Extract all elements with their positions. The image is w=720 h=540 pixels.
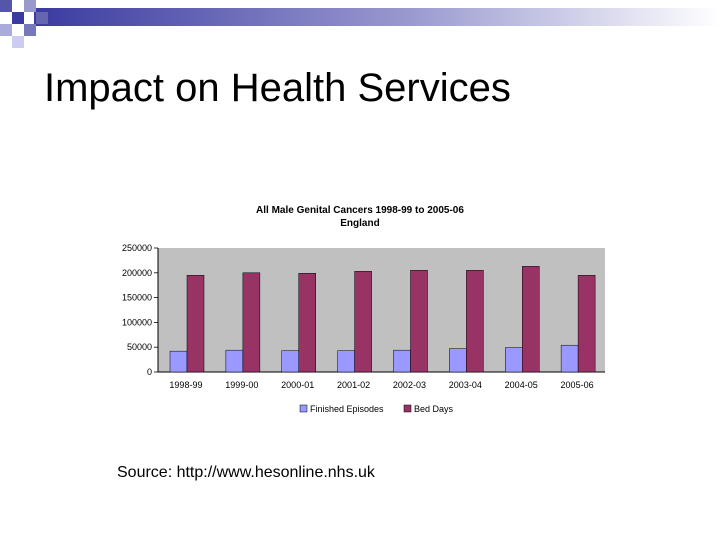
- bar-finished-episodes: [226, 350, 243, 372]
- x-tick-label: 2003-04: [448, 380, 482, 390]
- legend-swatch: [300, 405, 307, 412]
- bar-chart: [95, 190, 615, 430]
- x-tick-label: 1998-99: [169, 380, 203, 390]
- y-tick-label: 50000: [126, 342, 152, 353]
- x-tick-label: 2002-03: [392, 380, 426, 390]
- bar-finished-episodes: [170, 351, 187, 372]
- bar-bed-days: [299, 273, 316, 372]
- slide-title: Impact on Health Services: [44, 66, 511, 110]
- legend-label: Finished Episodes: [310, 404, 384, 414]
- y-tick-label: 200000: [121, 267, 152, 278]
- deco-square: [12, 36, 24, 48]
- bar-finished-episodes: [394, 350, 411, 372]
- x-tick-label: 2005-06: [560, 380, 594, 390]
- bar-finished-episodes: [282, 351, 299, 372]
- bar-bed-days: [411, 270, 428, 372]
- y-tick-label: 250000: [121, 243, 152, 253]
- bar-bed-days: [243, 273, 260, 372]
- bar-bed-days: [187, 275, 204, 372]
- deco-square: [36, 12, 48, 24]
- deco-square: [0, 0, 12, 12]
- deco-square: [12, 12, 24, 24]
- x-tick-label: 2001-02: [337, 380, 371, 390]
- deco-square: [0, 24, 12, 36]
- y-tick-label: 100000: [121, 317, 152, 328]
- x-tick-label: 2000-01: [281, 380, 315, 390]
- source-citation: Source: http://www.hesonline.nhs.uk: [117, 464, 375, 481]
- bar-finished-episodes: [505, 348, 522, 372]
- chart-subtitle: England: [340, 218, 380, 229]
- x-tick-label: 2004-05: [504, 380, 538, 390]
- chart-title: All Male Genital Cancers 1998-99 to 2005-06: [256, 205, 464, 216]
- deco-square: [24, 0, 36, 12]
- title-bar-decoration: [0, 0, 720, 60]
- y-tick-label: 0: [146, 367, 152, 377]
- x-tick-label: 1999-00: [225, 380, 259, 390]
- bar-finished-episodes: [561, 345, 578, 372]
- bar-finished-episodes: [449, 349, 466, 372]
- bar-bed-days: [355, 271, 372, 372]
- bar-bed-days: [466, 270, 483, 372]
- legend-swatch: [404, 405, 411, 412]
- bar-bed-days: [578, 275, 595, 372]
- y-tick-label: 150000: [121, 292, 152, 303]
- bar-bed-days: [522, 266, 539, 372]
- bar-finished-episodes: [338, 351, 355, 372]
- title-gradient-bar: [34, 8, 720, 26]
- legend-label: Bed Days: [414, 404, 454, 414]
- deco-square: [24, 24, 36, 36]
